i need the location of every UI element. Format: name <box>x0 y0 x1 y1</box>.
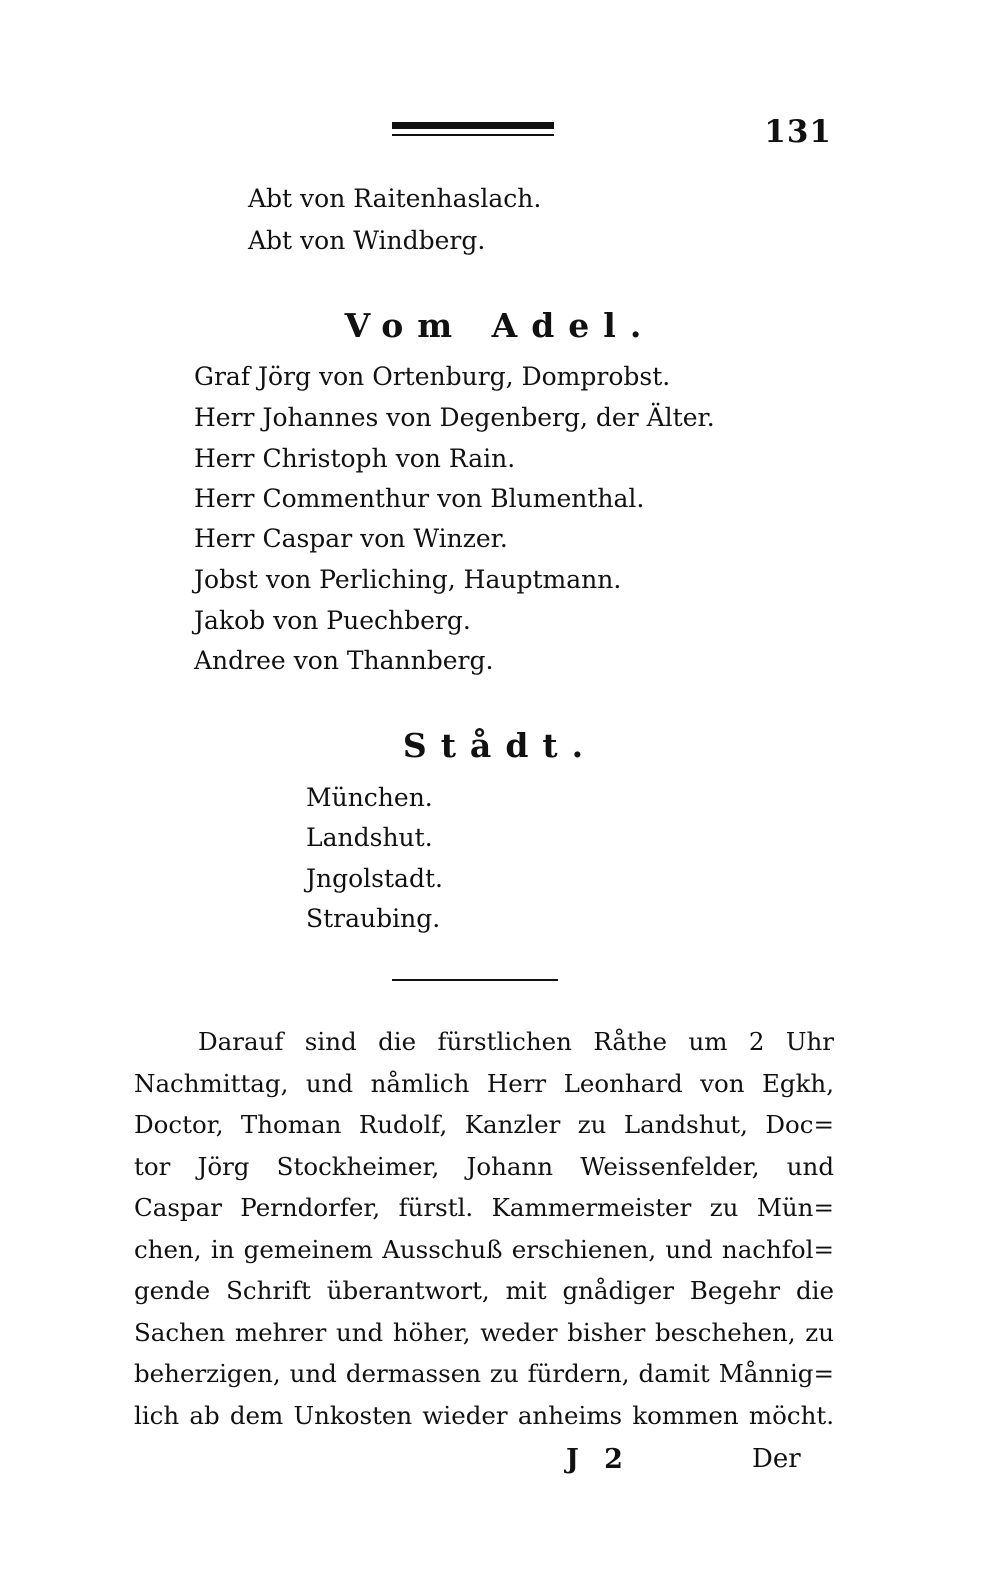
noble-list-item: Herr Johannes von Degenberg, der Älter. <box>194 403 715 432</box>
city-list-item: Straubing. <box>306 904 441 933</box>
city-list-item: Jngolstadt. <box>306 864 443 893</box>
section-heading-staedte: Stådt. <box>402 726 598 765</box>
paragraph-line: Caspar Perndorfer, fürstl. Kammermeister zu Mün= <box>134 1193 834 1222</box>
top-list-item: Abt von Raitenhaslach. <box>248 184 542 213</box>
noble-list-item: Herr Christoph von Rain. <box>194 444 516 473</box>
body-paragraph <box>134 1021 834 1436</box>
noble-list-item: Herr Caspar von Winzer. <box>194 524 508 553</box>
noble-list-item: Graf Jörg von Ortenburg, Domprobst. <box>194 362 671 391</box>
section-divider-rule <box>392 979 558 981</box>
top-rule-thin <box>392 134 554 136</box>
signature-mark: J 2 <box>566 1444 631 1475</box>
noble-list-item: Jobst von Perliching, Hauptmann. <box>194 565 622 594</box>
section-heading-adel: Vom Adel. <box>344 306 656 345</box>
noble-list-item: Andree von Thannberg. <box>194 646 494 675</box>
paragraph-line: gende Schrift überantwort, mit gnådiger Begehr die <box>134 1276 834 1305</box>
paragraph-line: chen, in gemeinem Ausschuß erschienen, und nachfol= <box>134 1234 834 1264</box>
paragraph-line: beherzigen, und dermassen zu fürdern, damit Månnig= <box>134 1359 834 1388</box>
paragraph-line: Nachmittag, und nåmlich Herr Leonhard von Egkh, <box>134 1068 834 1098</box>
city-list-item: Landshut. <box>306 823 433 852</box>
city-list-item: München. <box>306 783 433 812</box>
paragraph-line: lich ab dem Unkosten wieder anheims kommen möcht. <box>134 1400 834 1430</box>
page-number: 131 <box>764 114 832 150</box>
paragraph-line: Doctor, Thoman Rudolf, Kanzler zu Landshut, Doc= <box>134 1110 834 1139</box>
catchword: Der <box>752 1444 801 1474</box>
top-rule-thick <box>392 122 554 129</box>
paragraph-line: tor Jörg Stockheimer, Johann Weissenfelder, und <box>134 1151 834 1181</box>
top-list-item: Abt von Windberg. <box>248 226 486 255</box>
paragraph-line: Darauf sind die fürstlichen Råthe um 2 Uhr <box>198 1027 834 1056</box>
paragraph-line: Sachen mehrer und höher, weder bisher beschehen, zu <box>134 1317 834 1347</box>
noble-list-item: Jakob von Puechberg. <box>194 606 471 635</box>
noble-list-item: Herr Commenthur von Blumenthal. <box>194 484 645 513</box>
top-double-rule <box>392 122 554 136</box>
